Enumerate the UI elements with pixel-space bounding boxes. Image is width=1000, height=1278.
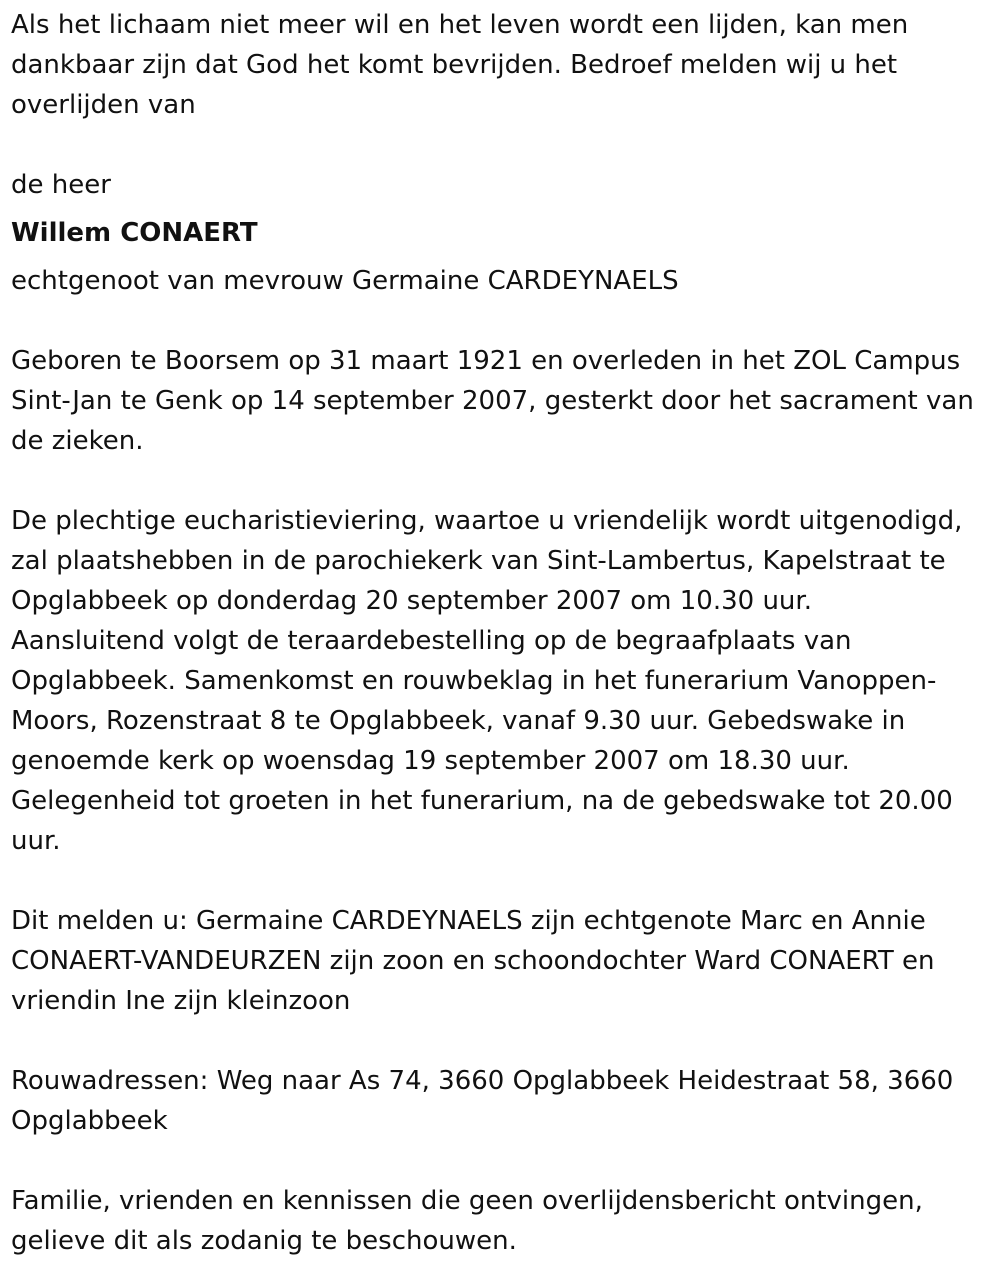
paragraph-gap	[11, 461, 993, 501]
paragraph-gap	[11, 301, 993, 341]
paragraph-gap	[11, 125, 993, 165]
addresses-paragraph: Rouwadressen: Weg naar As 74, 3660 Opglabbeek Heidestraat 58, 3660 Opglabbeek	[11, 1066, 954, 1136]
ceremony-paragraph: De plechtige eucharistieviering, waartoe u vriendelijk wordt uitgenodigd, zal plaatshebben in de parochiekerk van Sint-Lambertus, Kapelstraat te Opglabbeek op donderdag 20 september 2007 om 10.30 uur. Aansluitend volgt de teraardebestelling op de begraafplaats van Opglabbeek. Samenkomst en rouwbeklag in het funerarium Vanoppen- Moors, Rozenstraat 8 te Opglabbeek, vanaf 9.30 uur. Gebedswake in genoemde kerk op woensdag 19 september 2007 om 18.30 uur. Gelegenheid tot groeten in het funerarium, na de gebedswake tot 20.00 uur.	[11, 506, 963, 856]
paragraph-gap	[11, 1141, 993, 1181]
obituary-document	[11, 5, 993, 1261]
closing-paragraph: Familie, vrienden en kennissen die geen overlijdensbericht ontvingen, gelieve dit als zodanig te beschouwen.	[11, 1186, 923, 1256]
salutation: de heer	[11, 170, 111, 200]
spouse-line: echtgenoot van mevrouw Germaine CARDEYNAELS	[11, 266, 679, 296]
intro-paragraph: Als het lichaam niet meer wil en het leven wordt een lijden, kan men dankbaar zijn dat God het komt bevrijden. Bedroef melden wij u het overlijden van	[11, 10, 909, 120]
announcers-paragraph: Dit melden u: Germaine CARDEYNAELS zijn echtgenote Marc en Annie CONAERT-VANDEURZEN zijn zoon en schoondochter Ward CONAERT en vriendin Ine zijn kleinzoon	[11, 906, 935, 1016]
birth-death-paragraph: Geboren te Boorsem op 31 maart 1921 en overleden in het ZOL Campus Sint-Jan te Genk op 14 september 2007, gesterkt door het sacrament van de zieken.	[11, 346, 974, 456]
deceased-name: Willem CONAERT	[11, 218, 258, 248]
paragraph-gap	[11, 861, 993, 901]
paragraph-gap	[11, 1021, 993, 1061]
